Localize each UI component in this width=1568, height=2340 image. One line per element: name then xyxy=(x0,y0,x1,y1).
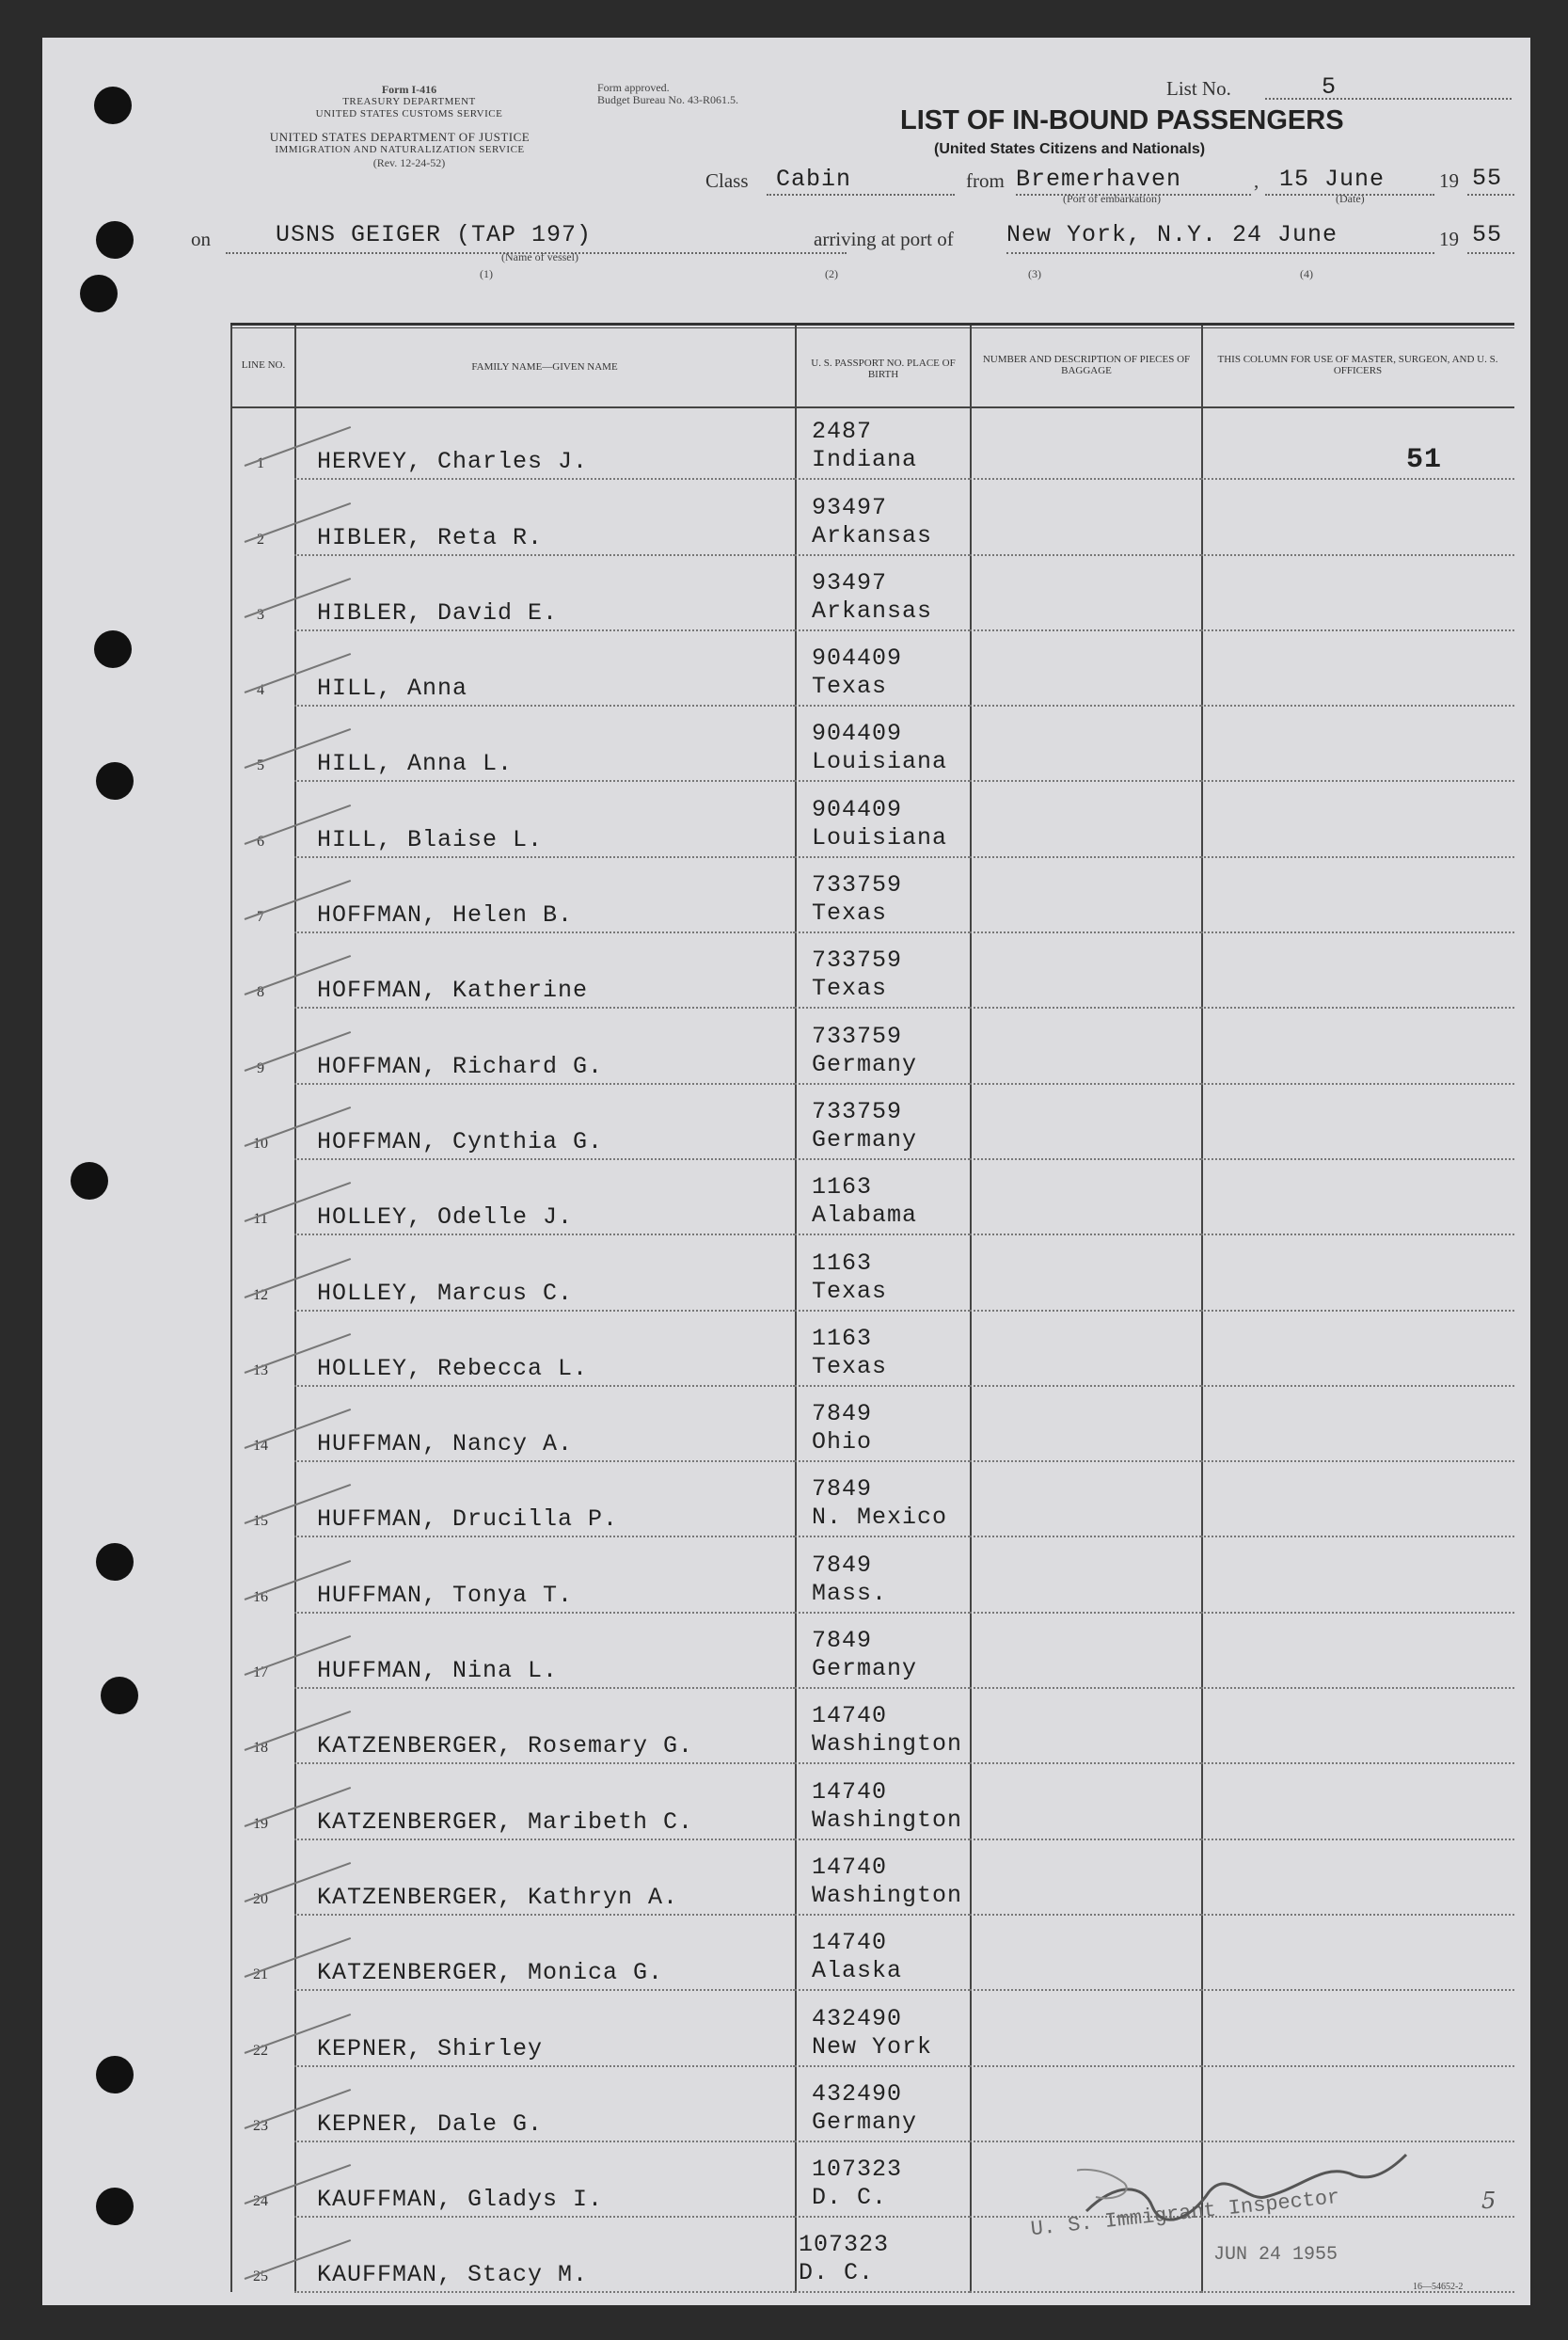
line-number: 25 xyxy=(253,2268,268,2285)
binder-hole xyxy=(101,1677,138,1714)
form-revision: (Rev. 12-24-52) xyxy=(372,156,446,169)
passport-number: 2487 xyxy=(812,418,873,446)
row-rule xyxy=(970,2065,1201,2067)
row-rule xyxy=(970,1536,1201,1537)
row-rule xyxy=(1201,2291,1514,2293)
passenger-name: KATZENBERGER, Monica G. xyxy=(317,1959,664,1987)
row-rule xyxy=(795,1839,970,1840)
table-row xyxy=(230,860,1514,935)
place-of-birth: Germany xyxy=(812,1125,918,1154)
passenger-name: HOFFMAN, Richard G. xyxy=(317,1052,604,1080)
vessel-name: USNS GEIGER (TAP 197) xyxy=(276,221,593,248)
table-row xyxy=(230,785,1514,860)
row-rule xyxy=(970,1310,1201,1312)
passport-number: 733759 xyxy=(812,947,903,975)
row-rule xyxy=(294,1460,795,1462)
line-number: 15 xyxy=(253,1513,268,1530)
line-number: 19 xyxy=(253,1815,268,1832)
row-rule xyxy=(294,1385,795,1387)
place-of-birth: Alabama xyxy=(812,1202,918,1230)
row-rule xyxy=(1201,1536,1514,1537)
line-number: 6 xyxy=(257,833,264,850)
table-row xyxy=(230,558,1514,633)
row-rule xyxy=(1201,554,1514,556)
line-number: 7 xyxy=(257,909,264,926)
embark-date: 15 June xyxy=(1279,166,1386,193)
class-label: Class xyxy=(705,169,749,192)
passport-number: 14740 xyxy=(812,1777,888,1806)
passenger-name: HUFFMAN, Nina L. xyxy=(317,1657,559,1685)
table-row xyxy=(230,1313,1514,1389)
table-row xyxy=(230,1087,1514,1162)
passport-number: 7849 xyxy=(812,1551,873,1579)
col-header-line-no: LINE NO. xyxy=(241,359,286,371)
table-row xyxy=(230,1464,1514,1539)
row-rule xyxy=(294,2065,795,2067)
col-num-2: (2) xyxy=(825,267,838,280)
row-rule xyxy=(1201,780,1514,782)
row-rule xyxy=(795,1234,970,1235)
row-rule xyxy=(970,1839,1201,1840)
passport-number: 107323 xyxy=(799,2231,890,2259)
row-rule xyxy=(970,856,1201,858)
document-subtitle: (United States Citizens and Nationals) xyxy=(934,141,1206,157)
table-row xyxy=(230,2069,1514,2144)
treasury-dept: TREASURY DEPARTMENT xyxy=(342,96,476,107)
passenger-name: HOLLEY, Marcus C. xyxy=(317,1279,574,1307)
passenger-name: KATZENBERGER, Rosemary G. xyxy=(317,1732,694,1760)
passport-number: 107323 xyxy=(812,2156,903,2184)
row-rule xyxy=(970,2291,1201,2293)
row-rule xyxy=(795,780,970,782)
form-approved: Form approved. xyxy=(597,81,670,94)
col-num-4: (4) xyxy=(1300,267,1313,280)
row-rule xyxy=(970,2141,1201,2142)
row-rule xyxy=(970,1158,1201,1160)
passport-number: 432490 xyxy=(812,2004,903,2032)
passport-number: 14740 xyxy=(812,1702,888,1730)
row-rule xyxy=(795,1612,970,1614)
row-rule xyxy=(795,1687,970,1689)
row-rule xyxy=(294,705,795,707)
row-rule xyxy=(1201,629,1514,631)
justice-dept: UNITED STATES DEPARTMENT OF JUSTICE xyxy=(269,130,531,144)
row-rule xyxy=(795,2141,970,2142)
passenger-name: KAUFFMAN, Gladys I. xyxy=(317,2186,604,2214)
row-rule xyxy=(294,1310,795,1312)
passenger-name: HIBLER, Reta R. xyxy=(317,523,544,551)
passport-number: 904409 xyxy=(812,720,903,748)
row-rule xyxy=(294,1989,795,1991)
place-of-birth: Louisiana xyxy=(812,748,948,776)
place-of-birth: Alaska xyxy=(812,1957,903,1985)
row-rule xyxy=(294,1158,795,1160)
list-no-label: List No. xyxy=(1166,77,1231,100)
row-rule xyxy=(795,856,970,858)
row-rule xyxy=(795,1310,970,1312)
row-rule xyxy=(294,1762,795,1764)
passenger-name: KATZENBERGER, Kathryn A. xyxy=(317,1883,679,1911)
place-of-birth: Texas xyxy=(812,1277,888,1305)
row-rule xyxy=(795,931,970,933)
row-rule xyxy=(795,1083,970,1085)
binder-hole xyxy=(96,2056,134,2093)
row-rule xyxy=(1201,1310,1514,1312)
table-row xyxy=(230,1162,1514,1237)
passport-number: 14740 xyxy=(812,1929,888,1957)
row-rule xyxy=(795,705,970,707)
row-rule xyxy=(795,2291,970,2293)
row-rule xyxy=(1201,1687,1514,1689)
row-rule xyxy=(1201,931,1514,933)
line-number: 14 xyxy=(253,1438,268,1455)
place-of-birth: Washington xyxy=(812,1806,963,1834)
arrival-year-prefix: 19 xyxy=(1439,228,1459,250)
place-of-birth: Ohio xyxy=(812,1428,873,1457)
line-number: 11 xyxy=(253,1211,268,1228)
line-number: 12 xyxy=(253,1286,268,1303)
row-rule xyxy=(1201,1007,1514,1009)
line-number: 24 xyxy=(253,2193,268,2210)
binder-hole xyxy=(96,762,134,800)
line-number: 8 xyxy=(257,984,264,1001)
row-rule xyxy=(294,629,795,631)
table-row xyxy=(230,708,1514,784)
col-header-officers: THIS COLUMN FOR USE OF MASTER, SURGEON, AND U. S. OFFICERS xyxy=(1217,354,1498,376)
inspector-signature xyxy=(1077,2145,1472,2239)
col-header-passport: U. S. PASSPORT NO. PLACE OF BIRTH xyxy=(811,358,956,380)
line-number: 21 xyxy=(253,1966,268,1983)
row-rule xyxy=(294,2141,795,2142)
row-rule xyxy=(795,1914,970,1916)
on-label: on xyxy=(191,228,211,250)
row-rule xyxy=(294,856,795,858)
line-number: 2 xyxy=(257,531,264,548)
row-rule xyxy=(795,1989,970,1991)
passenger-name: HIBLER, David E. xyxy=(317,598,559,627)
row-rule xyxy=(294,2216,795,2218)
col-header-baggage: NUMBER AND DESCRIPTION OF PIECES OF BAGGAGE xyxy=(982,354,1191,376)
row-rule xyxy=(1201,478,1514,480)
row-rule xyxy=(795,1158,970,1160)
place-of-birth: Germany xyxy=(812,1655,918,1683)
table-row xyxy=(230,1616,1514,1691)
row-rule xyxy=(1201,1460,1514,1462)
row-rule xyxy=(970,1007,1201,1009)
binder-hole xyxy=(71,1162,108,1200)
place-of-birth: Germany xyxy=(812,1050,918,1078)
table-row xyxy=(230,1918,1514,1993)
row-rule xyxy=(970,1385,1201,1387)
passenger-name: HERVEY, Charles J. xyxy=(317,448,589,476)
embark-year-prefix: 19 xyxy=(1439,169,1459,192)
row-rule xyxy=(795,478,970,480)
row-rule xyxy=(970,1083,1201,1085)
place-of-birth: Texas xyxy=(812,899,888,928)
row-rule xyxy=(970,1612,1201,1614)
row-rule xyxy=(970,1989,1201,1991)
place-of-birth: Mass. xyxy=(812,1579,888,1607)
passport-number: 7849 xyxy=(812,1475,873,1504)
row-rule xyxy=(294,780,795,782)
vessel-caption: (Name of vessel) xyxy=(501,250,578,263)
passenger-name: HOFFMAN, Helen B. xyxy=(317,901,574,930)
list-no-value: 5 xyxy=(1322,73,1338,101)
row-rule xyxy=(795,1536,970,1537)
col-header-name: FAMILY NAME—GIVEN NAME xyxy=(471,361,618,373)
row-rule xyxy=(1201,1839,1514,1840)
passenger-name: HILL, Anna L. xyxy=(317,750,514,778)
row-rule xyxy=(294,931,795,933)
table-row xyxy=(230,1691,1514,1766)
passenger-name: HOFFMAN, Katherine xyxy=(317,977,589,1005)
binder-hole xyxy=(80,275,118,312)
passenger-name: HOLLEY, Odelle J. xyxy=(317,1203,574,1232)
passport-number: 904409 xyxy=(812,795,903,823)
inspection-date-stamp: JUN 24 1955 xyxy=(1213,2244,1338,2266)
place-of-birth: Texas xyxy=(812,1352,888,1380)
row-rule xyxy=(294,1914,795,1916)
row-rule xyxy=(294,1536,795,1537)
budget-bureau: Budget Bureau No. 43-R061.5. xyxy=(597,93,738,106)
document-page xyxy=(42,38,1530,2305)
place-of-birth: D. C. xyxy=(799,2259,875,2287)
customs-service: UNITED STATES CUSTOMS SERVICE xyxy=(315,108,503,119)
passenger-name: HUFFMAN, Nancy A. xyxy=(317,1430,574,1458)
passenger-name: KEPNER, Dale G. xyxy=(317,2109,544,2138)
row-rule xyxy=(970,478,1201,480)
row-rule xyxy=(1201,1083,1514,1085)
row-rule xyxy=(294,1687,795,1689)
embark-date-caption: (Date) xyxy=(1336,192,1365,205)
row-rule xyxy=(1201,2065,1514,2067)
place-of-birth: Germany xyxy=(812,2108,918,2136)
line-number: 10 xyxy=(253,1135,268,1152)
row-rule xyxy=(795,2065,970,2067)
table-row xyxy=(230,1011,1514,1086)
inspector-stamp: U. S. Immigrant Inspector xyxy=(1029,2185,1341,2242)
table-row xyxy=(230,406,1514,482)
row-rule xyxy=(970,705,1201,707)
row-rule xyxy=(1201,1914,1514,1916)
passenger-name: KATZENBERGER, Maribeth C. xyxy=(317,1807,694,1836)
line-number: 5 xyxy=(257,757,264,774)
place-of-birth: New York xyxy=(812,2032,933,2061)
passenger-name: KAUFFMAN, Stacy M. xyxy=(317,2261,589,2289)
place-of-birth: Louisiana xyxy=(812,823,948,852)
passenger-name: HOFFMAN, Cynthia G. xyxy=(317,1127,604,1155)
place-of-birth: Washington xyxy=(812,1881,963,1909)
passport-number: 1163 xyxy=(812,1324,873,1352)
row-rule xyxy=(1201,1385,1514,1387)
line-number: 22 xyxy=(253,2042,268,2059)
row-rule xyxy=(970,1234,1201,1235)
place-of-birth: Texas xyxy=(812,975,888,1003)
line-number: 4 xyxy=(257,682,264,699)
form-number: Form I-416 xyxy=(381,83,437,96)
passenger-name: HILL, Blaise L. xyxy=(317,825,544,853)
line-number: 23 xyxy=(253,2117,268,2134)
row-rule xyxy=(294,1839,795,1840)
line-number: 16 xyxy=(253,1588,268,1605)
row-rule xyxy=(795,554,970,556)
row-rule xyxy=(795,1460,970,1462)
passenger-name: HOLLEY, Rebecca L. xyxy=(317,1354,589,1382)
table-row xyxy=(230,1766,1514,1841)
document-title: LIST OF IN-BOUND PASSENGERS xyxy=(900,105,1344,135)
arrival-year: 55 xyxy=(1472,221,1503,248)
binder-hole xyxy=(96,221,134,259)
officer-note: 51 xyxy=(1406,444,1443,477)
table-row xyxy=(230,1842,1514,1918)
passport-number: 1163 xyxy=(812,1173,873,1202)
row-rule xyxy=(795,1385,970,1387)
passenger-name: KEPNER, Shirley xyxy=(317,2034,544,2062)
passenger-table xyxy=(230,323,1514,2292)
row-rule xyxy=(1201,1762,1514,1764)
port-embarkation-caption: (Port of embarkation) xyxy=(1063,192,1161,205)
row-rule xyxy=(970,1762,1201,1764)
passport-number: 733759 xyxy=(812,1022,903,1050)
table-row xyxy=(230,935,1514,1011)
port-embarkation: Bremerhaven xyxy=(1016,166,1182,193)
passport-number: 432490 xyxy=(812,2079,903,2108)
line-number: 20 xyxy=(253,1890,268,1907)
table-row xyxy=(230,633,1514,708)
row-rule xyxy=(795,629,970,631)
binder-hole xyxy=(96,1543,134,1581)
row-rule xyxy=(970,629,1201,631)
row-rule xyxy=(294,1083,795,1085)
passport-number: 93497 xyxy=(812,493,888,521)
embark-year: 55 xyxy=(1472,165,1503,192)
row-rule xyxy=(795,1762,970,1764)
place-of-birth: Arkansas xyxy=(812,521,933,549)
table-row xyxy=(230,1389,1514,1464)
row-rule xyxy=(795,2216,970,2218)
line-number: 13 xyxy=(253,1361,268,1378)
row-rule xyxy=(1201,856,1514,858)
table-row xyxy=(230,1540,1514,1616)
row-rule xyxy=(970,931,1201,933)
handwritten-number: 5 xyxy=(1481,2188,1497,2214)
line-number: 3 xyxy=(257,606,264,623)
line-number: 9 xyxy=(257,1059,264,1076)
row-rule xyxy=(1201,1989,1514,1991)
row-rule xyxy=(970,554,1201,556)
col-num-1: (1) xyxy=(480,267,493,280)
row-rule xyxy=(294,478,795,480)
arriving-label: arriving at port of xyxy=(814,228,954,250)
arrival-port-date: New York, N.Y. 24 June xyxy=(1006,221,1338,248)
passport-number: 7849 xyxy=(812,1400,873,1428)
row-rule xyxy=(1201,1234,1514,1235)
passport-number: 14740 xyxy=(812,1853,888,1881)
row-rule xyxy=(294,1234,795,1235)
place-of-birth: N. Mexico xyxy=(812,1504,948,1532)
place-of-birth: Washington xyxy=(812,1730,963,1759)
place-of-birth: Texas xyxy=(812,673,888,701)
passport-number: 733759 xyxy=(812,871,903,899)
comma: , xyxy=(1254,169,1259,192)
row-rule xyxy=(294,1612,795,1614)
passenger-name: HUFFMAN, Tonya T. xyxy=(317,1581,574,1609)
passport-number: 7849 xyxy=(812,1627,873,1655)
row-rule xyxy=(294,554,795,556)
place-of-birth: Arkansas xyxy=(812,597,933,625)
passport-number: 93497 xyxy=(812,568,888,597)
passport-number: 904409 xyxy=(812,645,903,673)
passport-number: 733759 xyxy=(812,1097,903,1125)
row-rule xyxy=(1201,1158,1514,1160)
row-rule xyxy=(1201,705,1514,707)
row-rule xyxy=(970,1460,1201,1462)
row-rule xyxy=(970,780,1201,782)
printer-code: 16—54652-2 xyxy=(1413,2282,1464,2292)
place-of-birth: Indiana xyxy=(812,446,918,474)
from-label: from xyxy=(966,169,1005,192)
col-num-3: (3) xyxy=(1028,267,1041,280)
row-rule xyxy=(294,1007,795,1009)
line-number: 17 xyxy=(253,1664,268,1681)
passport-number: 1163 xyxy=(812,1249,873,1277)
place-of-birth: D. C. xyxy=(812,2184,888,2212)
row-rule xyxy=(970,1914,1201,1916)
passenger-name: HILL, Anna xyxy=(317,675,468,703)
row-rule xyxy=(294,2291,795,2293)
row-rule xyxy=(1201,1612,1514,1614)
binder-hole xyxy=(94,630,132,668)
table-row xyxy=(230,1993,1514,2068)
table-row xyxy=(230,1237,1514,1313)
row-rule xyxy=(970,1687,1201,1689)
binder-hole xyxy=(96,2188,134,2225)
line-number: 18 xyxy=(253,1740,268,1757)
class-value: Cabin xyxy=(776,166,852,193)
binder-hole xyxy=(94,87,132,124)
row-rule xyxy=(795,1007,970,1009)
row-rule xyxy=(1201,2141,1514,2142)
table-row xyxy=(230,482,1514,557)
passenger-name: HUFFMAN, Drucilla P. xyxy=(317,1505,619,1534)
line-number: 1 xyxy=(257,455,264,472)
ins-service: IMMIGRATION AND NATURALIZATION SERVICE xyxy=(275,144,525,155)
